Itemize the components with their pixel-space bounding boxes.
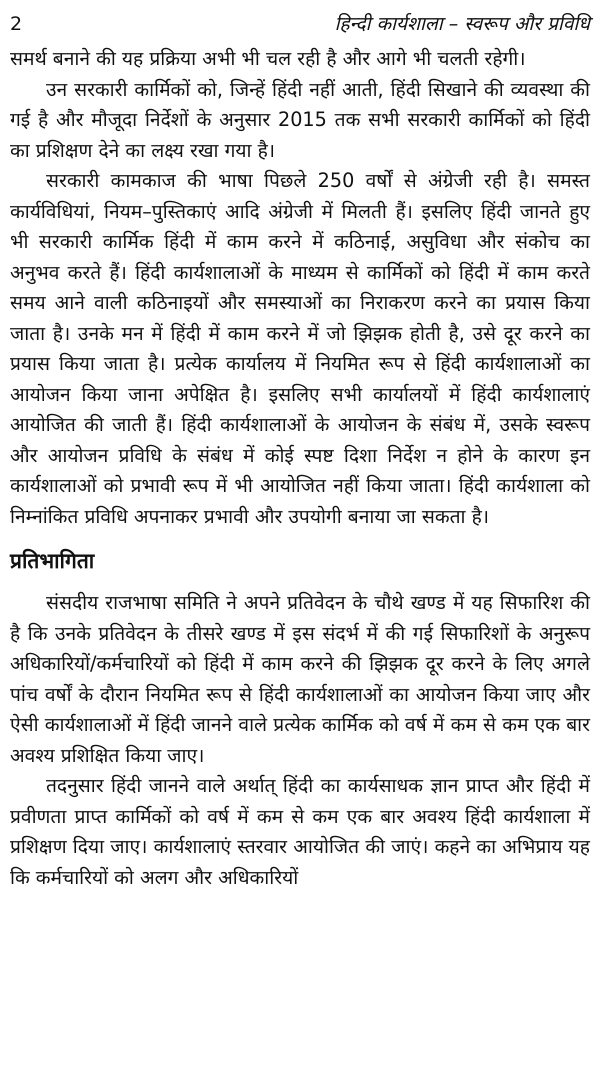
body-text [10, 44, 590, 893]
paragraph: तदनुसार हिंदी जानने वाले अर्थात् हिंदी का कार्यसाधक ज्ञान प्राप्त और हिंदी में प्रवीणता प्राप्त कार्मिकों को वर्ष में कम से कम एक बार अवश्य हिंदी कार्यशाला में प्रशिक्षण दिया जाए। कार्यशालाएं स्तरवार आयोजित की जाएं। कहने का अभिप्राय यह कि कर्मचारियों को अलग और अधिकारियों [10, 774, 590, 889]
running-header [10, 10, 590, 44]
paragraph: संसदीय राजभाषा समिति ने अपने प्रतिवेदन के चौथे खण्ड में यह सिफारिश की है कि उनके प्रतिवेदन के तीसरे खण्ड में इस संदर्भ में की गई सिफारिशों के अनुरूप अधिकारियों/कर्मचारियों को हिंदी में काम करने की झिझक दूर करने के लिए अगले पांच वर्षों के दौरान नियमित रूप से हिंदी कार्यशालाओं का आयोजन किया जाए और ऐसी कार्यशालाओं में हिंदी जानने वाले प्रत्येक कार्मिक को वर्ष में कम से कम एक बार अवश्य प्रशिक्षित किया जाए। [10, 591, 590, 767]
page-number: 2 [10, 13, 23, 35]
paragraph: समर्थ बनाने की यह प्रक्रिया अभी भी चल रही है और आगे भी चलती रहेगी। [10, 47, 526, 70]
paragraph: उन सरकारी कार्मिकों को, जिन्हें हिंदी नहीं आती, हिंदी सिखाने की व्यवस्था की गई है और मौजूदा निर्देशों के अनुसार 2015 तक सभी सरकारी कार्मिकों को हिंदी का प्रशिक्षण देने का लक्ष्य रखा गया है। [10, 77, 590, 162]
running-header-title: हिन्दी कार्यशाला – स्वरूप और प्रविधि [334, 13, 590, 35]
section-heading: प्रतिभागिता [10, 549, 95, 573]
paragraph: सरकारी कामकाज की भाषा पिछले 250 वर्षों से अंग्रेजी रही है। समस्त कार्यविधियां, नियम–पुस्तिकाएं आदि अंग्रेजी में मिलती हैं। इसलिए हिंदी जानते हुए भी सरकारी कार्मिक हिंदी में काम करने में कठिनाई, असुविधा और संकोच का अनुभव करते हैं। हिंदी कार्यशालाओं के माध्यम से कार्मिकों को हिंदी में काम करते समय आने वाली कठिनाइयों और समस्याओं का निराकरण करने का प्रयास किया जाता है। उनके मन में हिंदी में काम करने में जो झिझक होती है, उसे दूर करने का प्रयास किया जाता है। प्रत्येक कार्यालय में नियमित रूप से हिंदी कार्यशालाओं का आयोजन किया जाना अपेक्षित है। इसलिए सभी कार्यालयों में हिंदी कार्यशालाएं आयोजित की जाती हैं। हिंदी कार्यशालाओं के आयोजन के संबंध में, उसके स्वरूप और आयोजन प्रविधि के संबंध में कोई स्पष्ट दिशा निर्देश न होने के कारण इन कार्यशालाओं को प्रभावी रूप में भी आयोजित नहीं किया जाता। हिंदी कार्यशाला को निम्नांकित प्रविधि अपनाकर प्रभावी और उपयोगी बनाया जा सकता है। [10, 169, 590, 528]
